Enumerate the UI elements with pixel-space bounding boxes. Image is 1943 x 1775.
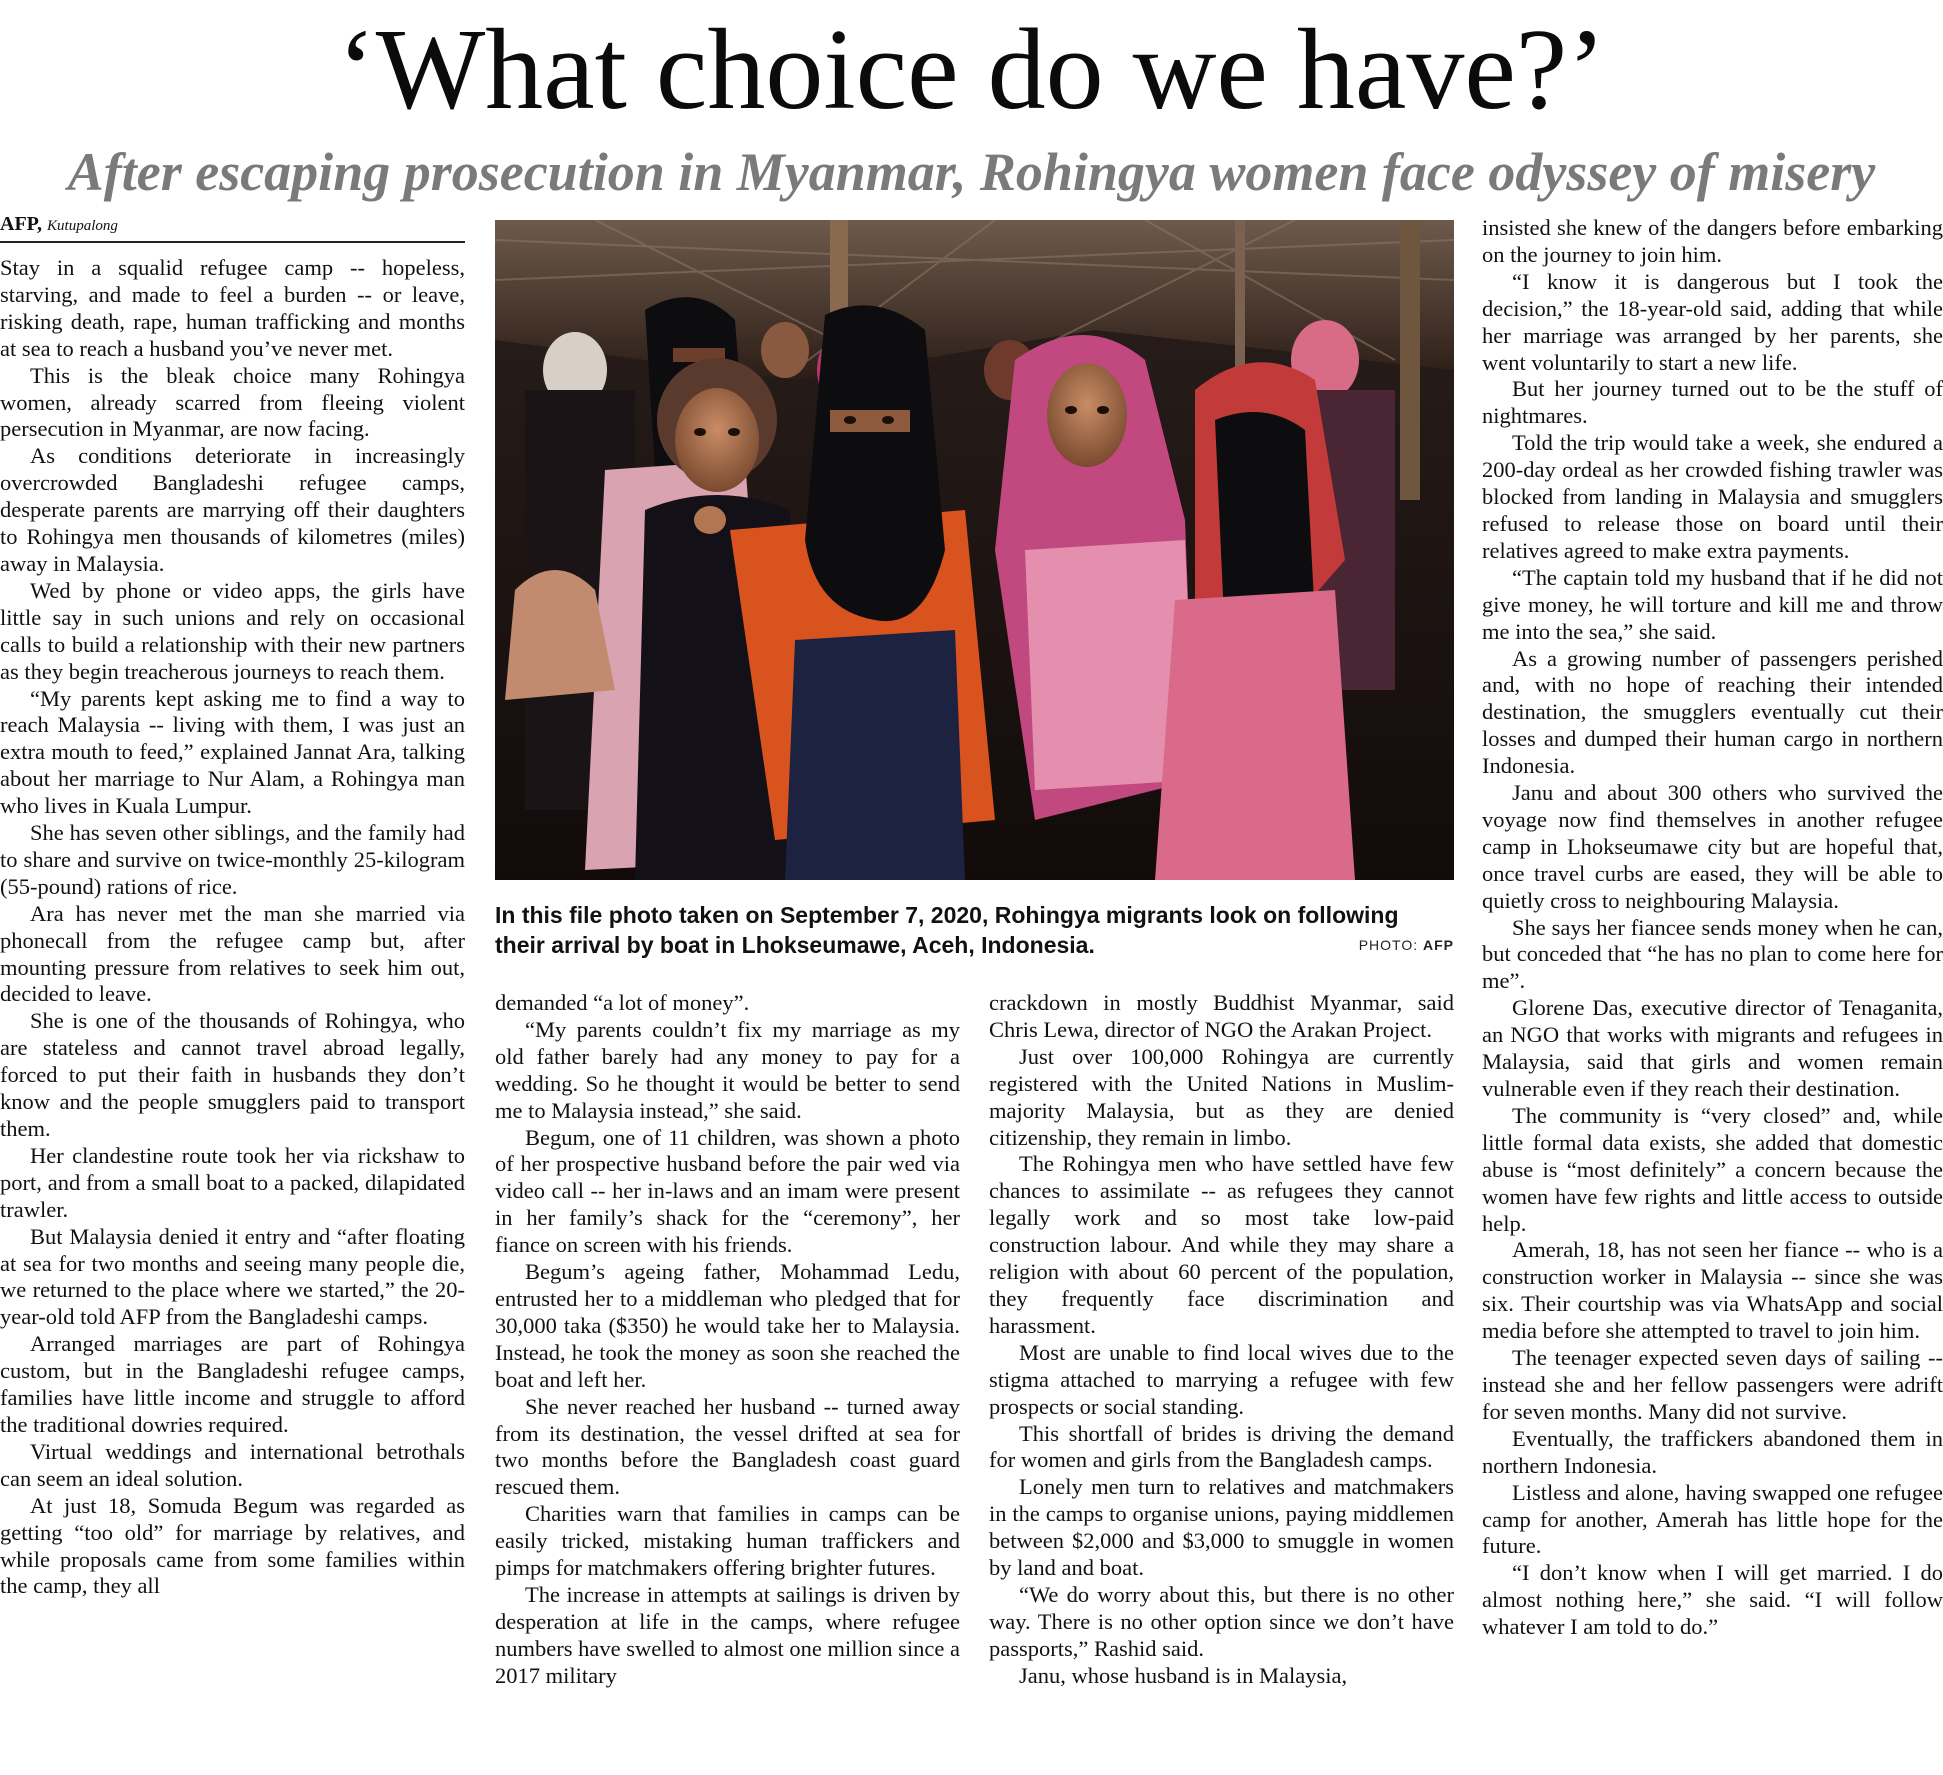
headline: ‘What choice do we have?’ (337, 6, 1606, 134)
article-paragraph: Most are unable to find local wives due to the stigma attached to marrying a refugee with few prospects or social standing. (989, 1339, 1454, 1419)
article-paragraph: She never reached her husband -- turned away from its destination, the vessel drifted at sea for two months before the Bangladesh coast guard rescued them. (495, 1393, 960, 1500)
article-paragraph: Lonely men turn to relatives and matchmakers in the camps to organise unions, paying middlemen between $2,000 and $3,000 to smuggle in women by land and boat. (989, 1474, 1454, 1581)
article-paragraph: “I don’t know when I will get married. I do almost nothing here,” she said. “I will follow whatever I am told to do.” (1482, 1560, 1943, 1640)
article-paragraph: This shortfall of brides is driving the demand for women and girls from the Bangladesh camps. (989, 1420, 1454, 1473)
article-column-2 (495, 990, 960, 1775)
photo-illustration (495, 220, 1454, 880)
caption-text: In this file photo taken on September 7, 2020, Rohingya migrants look on following their arrival by boat in Lhokseumawe, Aceh, Indonesia. (495, 902, 1399, 958)
photo-credit-source: AFP (1423, 937, 1454, 953)
photo-credit (1359, 930, 1454, 960)
subheadline: After escaping prosecution in Myanmar, Rohingya women face odyssey of misery (67, 142, 1876, 202)
article-paragraph: The teenager expected seven days of sailing -- instead she and her fellow passengers were adrift for seven months. Many did not survive. (1482, 1345, 1943, 1424)
byline-agency: AFP, (0, 213, 43, 235)
article-paragraph: She is one of the thousands of Rohingya, who are stateless and cannot travel abroad legally, forced to put their faith in husbands they don’t know and the people smugglers paid to transport them. (0, 1008, 465, 1141)
article-paragraph: But her journey turned out to be the stuff of nightmares. (1482, 376, 1943, 429)
article-paragraph: She has seven other siblings, and the family had to share and survive on twice-monthly 25-kilogram (55-pound) rations of rice. (0, 820, 465, 899)
article-paragraph: Ara has never met the man she married via phonecall from the refugee camp but, after mounting pressure from relatives to seek him out, decided to leave. (0, 900, 465, 1007)
article-paragraph: As conditions deteriorate in increasingly overcrowded Bangladeshi refugee camps, desperate parents are marrying off their daughters to Rohingya men thousands of kilometres (miles) away in Malaysia. (0, 443, 465, 576)
photo-caption (495, 900, 1454, 960)
article-paragraph: This is the bleak choice many Rohingya women, already scarred from fleeing violent persecution in Myanmar, are now facing. (0, 362, 465, 442)
article-paragraph: “We do worry about this, but there is no other way. There is no other option since we don’t have passports,” Rashid said. (989, 1581, 1454, 1661)
article-paragraph: Listless and alone, having swapped one refugee camp for another, Amerah has little hope for the future. (1482, 1479, 1943, 1559)
article-paragraph: Charities warn that families in camps can be easily tricked, mistaking human traffickers and pimps for matchmakers offering brighter futures. (495, 1501, 960, 1581)
article-column-3 (989, 990, 1454, 1775)
article-paragraph: She says her fiancee sends money when he can, but conceded that “he has no plan to come here for me”. (1482, 914, 1943, 994)
article-paragraph: Told the trip would take a week, she endured a 200-day ordeal as her crowded fishing trawler was blocked from landing in Malaysia and smugglers refused to release those on board until their relatives agreed to make extra payments. (1482, 430, 1943, 563)
article-paragraph: Begum, one of 11 children, was shown a photo of her prospective husband before the pair wed via video call -- her in-laws and an imam were present in her family’s shack for the “ceremony”, her fiance on screen with his friends. (495, 1124, 960, 1258)
article-paragraph: crackdown in mostly Buddhist Myanmar, said Chris Lewa, director of NGO the Arakan Project. (989, 990, 1454, 1042)
article-paragraph: Janu and about 300 others who survived the voyage now find themselves in another refugee camp in Lhokseumawe city but are hopeful that, once travel curbs are eased, they will be able to quietly cross to neighbouring Malaysia. (1482, 780, 1943, 913)
article-paragraph: As a growing number of passengers perished and, with no hope of reaching their intended destination, the smugglers eventually cut their losses and dumped their human cargo in northern Indonesia. (1482, 645, 1943, 779)
article-paragraph: Begum’s ageing father, Mohammad Ledu, entrusted her to a middleman who pledged that for 30,000 taka ($350) he would take her to Malaysia. Instead, he took the money as soon she reached the boat and left her. (495, 1259, 960, 1392)
article-paragraph: The increase in attempts at sailings is driven by desperation at life in the camps, where refugee numbers have swelled to almost one million since a 2017 military (495, 1581, 960, 1688)
article-paragraph: The Rohingya men who have settled have few chances to assimilate -- as refugees they cannot legally work and so most take low-paid construction labour. And while they may share a religion with about 60 percent of the population, they frequently face discrimination and harassment. (989, 1151, 1454, 1338)
article-column-1 (0, 255, 465, 1775)
article-paragraph: Virtual weddings and international betrothals can seem an ideal solution. (0, 1438, 465, 1491)
article-paragraph: “My parents kept asking me to find a way to reach Malaysia -- living with them, I was just an extra mouth to feed,” explained Jannat Ara, talking about her marriage to Nur Alam, a Rohingya man who lives in Kuala Lumpur. (0, 685, 465, 819)
article-paragraph: At just 18, Somuda Begum was regarded as getting “too old” for marriage by relatives, and while proposals came from some families within the camp, they all (0, 1492, 465, 1599)
article-paragraph: Stay in a squalid refugee camp -- hopeless, starving, and made to feel a burden -- or leave, risking death, rape, human trafficking and months at sea to reach a husband you’ve never met. (0, 255, 465, 361)
article-paragraph: But Malaysia denied it entry and “after floating at sea for two months and seeing many people die, we returned to the place where we started,” the 20-year-old told AFP from the Bangladeshi camps. (0, 1223, 465, 1330)
article-paragraph: Glorene Das, executive director of Tenaganita, an NGO that works with migrants and refugees in Malaysia, said that girls and women remain vulnerable even if they reach their destination. (1482, 995, 1943, 1101)
article-paragraph: Arranged marriages are part of Rohingya custom, but in the Bangladeshi refugee camps, families have little income and struggle to afford the traditional dowries required. (0, 1331, 465, 1437)
article-photo (495, 220, 1454, 880)
byline-location: Kutupalong (47, 218, 118, 234)
article-paragraph: “The captain told my husband that if he did not give money, he will torture and kill me and throw me into the sea,” she said. (1482, 564, 1943, 644)
article-paragraph: Eventually, the traffickers abandoned them in northern Indonesia. (1482, 1425, 1943, 1478)
article-paragraph: Wed by phone or video apps, the girls have little say in such unions and rely on occasional calls to build a relationship with their new partners as they begin treacherous journeys to reach them. (0, 577, 465, 684)
photo-credit-label: PHOTO: (1358, 937, 1419, 953)
article-paragraph: The community is “very closed” and, while little formal data exists, she added that domestic abuse is “most definitely” a concern because the women have few rights and little access to outside help. (1482, 1102, 1943, 1236)
article-paragraph: demanded “a lot of money”. (495, 990, 750, 1015)
byline (0, 211, 465, 243)
article-paragraph: Amerah, 18, has not seen her fiance -- who is a construction worker in Malaysia -- since she was six. Their courtship was via WhatsApp and social media before she attempted to travel to join him. (1482, 1237, 1943, 1344)
article-paragraph: Janu, whose husband is in Malaysia, (1019, 1662, 1348, 1688)
article-paragraph: “I know it is dangerous but I took the decision,” the 18-year-old said, adding that while her marriage was arranged by her parents, she went voluntarily to start a new life. (1482, 268, 1943, 375)
article-column-4 (1482, 215, 1943, 1775)
article-paragraph: Her clandestine route took her via rickshaw to port, and from a small boat to a packed, dilapidated trawler. (0, 1142, 465, 1222)
article-paragraph: “My parents couldn’t fix my marriage as my old father barely had any money to pay for a wedding. So he thought it would be better to send me to Malaysia instead,” she said. (495, 1016, 960, 1123)
article-paragraph: insisted she knew of the dangers before embarking on the journey to join him. (1482, 215, 1943, 267)
article-paragraph: Just over 100,000 Rohingya are currently registered with the United Nations in Muslim-majority Malaysia, but as they are denied citizenship, they remain in limbo. (989, 1043, 1454, 1150)
